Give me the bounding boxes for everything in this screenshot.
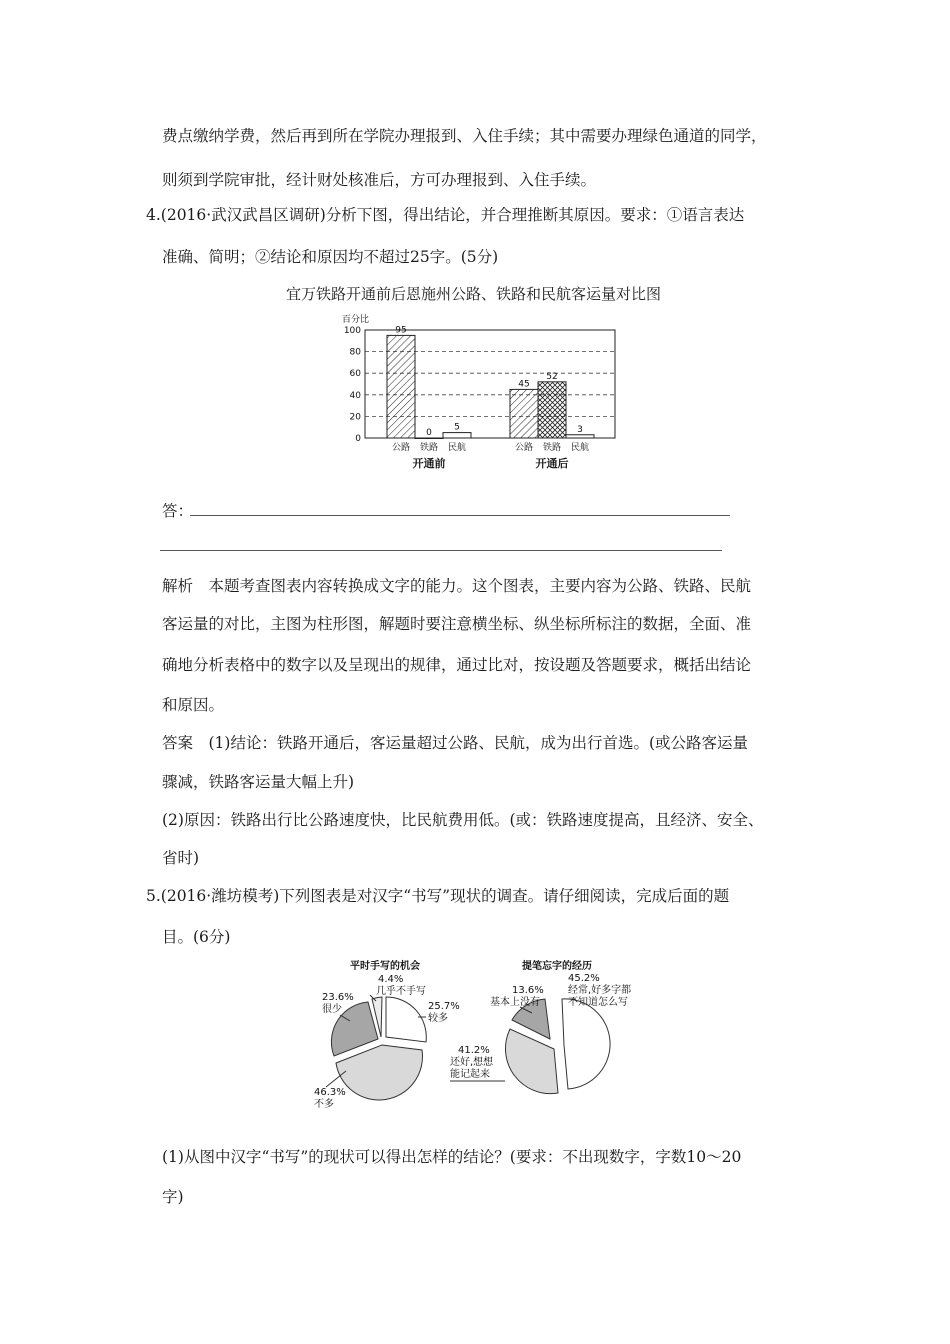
pie2-label-often-1: 经常,好多字都: [568, 985, 632, 996]
answer-text: 骤减，铁路客运量大幅上升): [162, 773, 355, 791]
bar: [415, 438, 443, 439]
x-tick-label: 公路: [391, 443, 411, 453]
answer-text: 省时): [162, 849, 200, 867]
bar-chart: [330, 310, 630, 475]
bar: [443, 433, 471, 438]
pie2-pct-often: 45.2%: [568, 973, 600, 984]
bar: [566, 435, 594, 438]
pie2-slice-often: [562, 999, 610, 1089]
pie1-pct-not-much: 46.3%: [314, 1087, 346, 1098]
y-tick-label: 80: [349, 347, 361, 358]
group-label: 开通后: [535, 457, 569, 470]
bar-value-label: 45: [518, 379, 530, 390]
bar-value-label: 95: [395, 325, 407, 336]
bar: [387, 335, 415, 438]
y-tick-label: 60: [349, 369, 361, 380]
pie1-pct-more: 25.7%: [428, 1001, 460, 1012]
analysis-text: 和原因。: [162, 696, 225, 714]
y-axis-label: 百分比: [342, 315, 370, 325]
pie1-label-almost-none: 几乎不手写: [376, 986, 426, 997]
sub-question-text: 字): [162, 1188, 184, 1206]
pie1-pct-little: 23.6%: [322, 992, 354, 1003]
x-tick-label: 民航: [447, 443, 467, 453]
answer-text: 答案 (1)结论：铁路开通后，客运量超过公路、民航，成为出行首选。(或公路客运量: [162, 734, 749, 752]
y-tick-label: 40: [349, 390, 361, 401]
paragraph-line: 则须到学院审批，经计财处核准后，方可办理报到、入住手续。: [162, 171, 597, 189]
pie2-pct-none: 13.6%: [512, 985, 544, 996]
x-tick-label: 民航: [570, 443, 590, 453]
pie1-slice-not-much: [336, 1045, 422, 1100]
pie1-label-not-much: 不多: [314, 1099, 334, 1110]
answer-line: [160, 550, 722, 551]
x-tick-label: 公路: [514, 443, 534, 453]
y-tick-label: 100: [343, 326, 361, 336]
bar-value-label: 5: [454, 422, 460, 433]
sub-question-text: (1)从图中汉字“书写”的现状可以得出怎样的结论？(要求：不出现数字，字数10～20: [162, 1148, 742, 1166]
answer-text: (2)原因：铁路出行比公路速度快，比民航费用低。(或：铁路速度提高，且经济、安全、: [162, 811, 764, 829]
pie2-label-ok-2: 能记起来: [450, 1069, 490, 1080]
group-label: 开通前: [412, 457, 446, 470]
bar-value-label: 52: [546, 371, 558, 382]
pie2-pct-ok: 41.2%: [458, 1045, 490, 1056]
analysis-text: 确地分析表格中的数字以及呈现出的规律，通过比对，按设题及答题要求，概括出结论: [162, 656, 752, 674]
bar: [510, 389, 538, 438]
y-tick-label: 0: [355, 434, 361, 444]
pie2-label-none: 基本上没有: [490, 997, 540, 1008]
question-4-text: 准确、简明；②结论和原因均不超过25字。(5分): [162, 248, 499, 266]
x-tick-label: 铁路: [542, 443, 562, 453]
bar-value-label: 0: [426, 428, 432, 438]
pie2-label-ok-1: 还好,想想: [450, 1057, 494, 1068]
answer-line: [190, 515, 730, 516]
bar: [538, 382, 566, 438]
paragraph-line: 费点缴纳学费，然后再到所在学院办理报到、入住手续；其中需要办理绿色通道的同学，: [162, 127, 767, 145]
x-tick-label: 铁路: [419, 443, 439, 453]
bar-value-label: 3: [577, 424, 583, 435]
pie1-label-little: 很少: [322, 1004, 342, 1015]
answer-label: 答：: [162, 502, 194, 520]
pie2-label-often-2: 不知道怎么写: [568, 997, 628, 1008]
pie1-title: 平时手写的机会: [350, 961, 420, 972]
pie1-label-more: 较多: [428, 1013, 448, 1024]
question-4-text: 4.(2016·武汉武昌区调研)分析下图，得出结论，并合理推断其原因。要求：①语言表达: [146, 206, 745, 224]
analysis-text: 解析 本题考查图表内容转换成文字的能力。这个图表，主要内容为公路、铁路、民航: [162, 577, 752, 595]
question-5-text: 目。(6分): [162, 928, 231, 946]
analysis-text: 客运量的对比，主图为柱形图，解题时要注意横坐标、纵坐标所标注的数据，全面、准: [162, 615, 752, 633]
pie2-title: 提笔忘字的经历: [522, 961, 592, 972]
pie-charts: [300, 955, 640, 1115]
chart-title: 宜万铁路开通前后恩施州公路、铁路和民航客运量对比图: [286, 285, 662, 303]
y-tick-label: 20: [349, 412, 361, 423]
pie1-slice-more: [386, 997, 426, 1042]
question-5-text: 5.(2016·潍坊模考)下列图表是对汉字“书写”现状的调查。请仔细阅读，完成后面的题: [146, 887, 730, 905]
pie1-pct-almost-none: 4.4%: [378, 974, 404, 985]
